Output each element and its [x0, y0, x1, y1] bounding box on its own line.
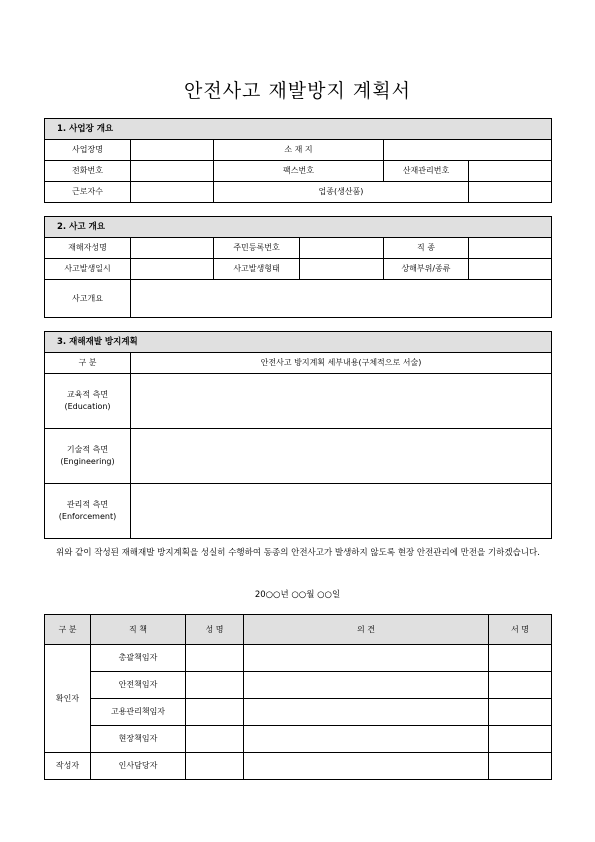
position-label: 직 종	[384, 238, 469, 259]
role-employment-manager: 고용관리책임자	[91, 699, 186, 726]
enforcement-label: 관리적 측면	[66, 500, 109, 509]
workplace-name-label: 사업장명	[45, 140, 131, 161]
injury-label: 상해부위/종류	[384, 259, 469, 280]
engineering-plan-field[interactable]	[131, 429, 552, 484]
workers-field[interactable]	[131, 182, 214, 203]
industry-field[interactable]	[469, 182, 552, 203]
engineering-label: 기술적 측면	[66, 445, 109, 454]
workplace-name-field[interactable]	[131, 140, 214, 161]
confirmer-label: 확인자	[45, 645, 91, 753]
sign-field[interactable]	[489, 726, 552, 753]
victim-name-field[interactable]	[131, 238, 214, 259]
approval-category-header: 구 분	[45, 615, 91, 645]
opinion-field[interactable]	[244, 699, 489, 726]
location-field[interactable]	[384, 140, 552, 161]
phone-label: 전화번호	[45, 161, 131, 182]
name-field[interactable]	[186, 645, 244, 672]
pledge-statement: 위와 같이 작성된 재해재발 방지계획을 성실히 수행하여 동종의 안전사고가 발생하지 않도록 현장 안전관리에 만전을 기하겠습니다.	[56, 548, 540, 558]
accident-type-label: 사고발생형태	[214, 259, 300, 280]
role-hr-officer: 인사담당자	[91, 753, 186, 780]
plan-detail-header: 안전사고 방지계획 세부내용(구체적으로 서술)	[131, 353, 552, 374]
engineering-aspect-label	[45, 429, 131, 484]
role-site-manager: 현장책임자	[91, 726, 186, 753]
sign-field[interactable]	[489, 672, 552, 699]
education-plan-field[interactable]	[131, 374, 552, 429]
role-general-manager: 총괄책임자	[91, 645, 186, 672]
name-field[interactable]	[186, 699, 244, 726]
approval-role-header: 직 책	[91, 615, 186, 645]
enforcement-aspect-label	[45, 484, 131, 539]
opinion-field[interactable]	[244, 726, 489, 753]
enforcement-sub-label: (Enforcement)	[58, 512, 117, 521]
document-date: 20○○년 ○○월 ○○일	[254, 590, 341, 600]
sign-field[interactable]	[489, 645, 552, 672]
education-label: 교육적 측면	[66, 390, 109, 399]
section1-header: 1. 사업장 개요	[45, 119, 552, 140]
insurance-no-label: 산재관리번호	[384, 161, 469, 182]
enforcement-plan-field[interactable]	[131, 484, 552, 539]
sign-field[interactable]	[489, 753, 552, 780]
approval-table	[44, 614, 552, 780]
workers-label: 근로자수	[45, 182, 131, 203]
approval-name-header: 성 명	[186, 615, 244, 645]
accident-overview-table	[44, 216, 552, 318]
approval-opinion-header: 의 견	[244, 615, 489, 645]
section2-header: 2. 사고 개요	[45, 217, 552, 238]
prevention-plan-table	[44, 331, 552, 539]
accident-type-field[interactable]	[300, 259, 384, 280]
summary-field[interactable]	[131, 280, 552, 318]
education-sub-label: (Education)	[64, 402, 111, 411]
resident-no-field[interactable]	[300, 238, 384, 259]
name-field[interactable]	[186, 753, 244, 780]
location-label: 소 재 지	[214, 140, 384, 161]
engineering-sub-label: (Engineering)	[60, 457, 115, 466]
resident-no-label: 주민등록번호	[214, 238, 300, 259]
sign-field[interactable]	[489, 699, 552, 726]
victim-name-label: 재해자성명	[45, 238, 131, 259]
opinion-field[interactable]	[244, 645, 489, 672]
workplace-overview-table	[44, 118, 552, 203]
document-title: 안전사고 재발방지 계획서	[184, 80, 411, 102]
insurance-no-field[interactable]	[469, 161, 552, 182]
role-safety-manager: 안전책임자	[91, 672, 186, 699]
summary-label: 사고개요	[45, 280, 131, 318]
fax-label: 팩스번호	[214, 161, 384, 182]
accident-datetime-label: 사고발생일시	[45, 259, 131, 280]
section3-header: 3. 재해재발 방지계획	[45, 332, 552, 353]
accident-datetime-field[interactable]	[131, 259, 214, 280]
opinion-field[interactable]	[244, 753, 489, 780]
injury-field[interactable]	[469, 259, 552, 280]
writer-label: 작성자	[45, 753, 91, 780]
approval-sign-header: 서 명	[489, 615, 552, 645]
opinion-field[interactable]	[244, 672, 489, 699]
education-aspect-label	[45, 374, 131, 429]
industry-label: 업종(생산품)	[214, 182, 469, 203]
name-field[interactable]	[186, 726, 244, 753]
plan-category-header: 구 분	[45, 353, 131, 374]
name-field[interactable]	[186, 672, 244, 699]
position-field[interactable]	[469, 238, 552, 259]
phone-field[interactable]	[131, 161, 214, 182]
